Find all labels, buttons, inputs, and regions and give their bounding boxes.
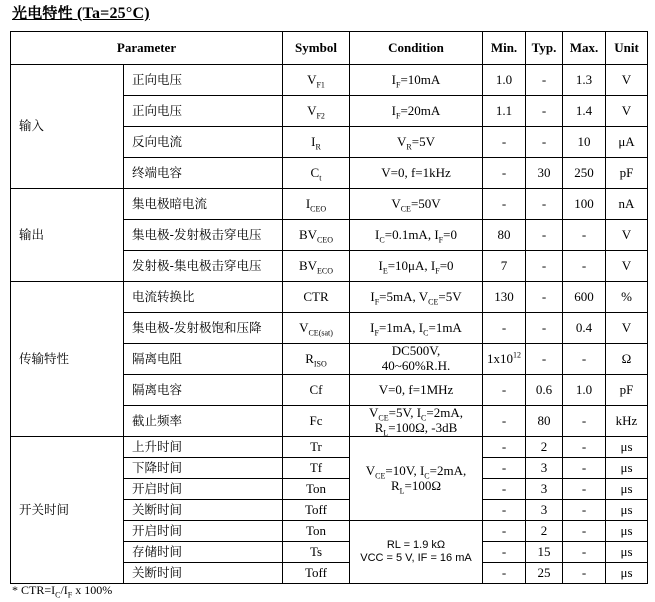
parameter-cell: 开启时间 — [124, 521, 283, 542]
max-cell: 10 — [563, 127, 606, 158]
symbol-main: Ton — [305, 480, 327, 496]
symbol-sub: CEO — [310, 204, 327, 214]
symbol-cell — [283, 500, 350, 521]
max-cell: 250 — [563, 158, 606, 189]
typ-cell: - — [526, 127, 563, 158]
group-label: 传输特性 — [11, 282, 124, 437]
max-cell: - — [563, 344, 606, 375]
max-cell: - — [563, 437, 606, 458]
min-cell: - — [483, 189, 526, 220]
header-condition: Condition — [350, 32, 483, 65]
group-label: 开关时间 — [11, 437, 124, 584]
symbol-main: BV — [298, 226, 318, 242]
min-cell: - — [483, 437, 526, 458]
unit-cell: V — [606, 220, 648, 251]
min-cell: - — [483, 406, 526, 437]
table-row — [11, 65, 648, 96]
condition-cell: $V_{CE}=5V$, $I_C=2mA$, $R_L=100\Omega$, -3dB — [350, 406, 483, 437]
symbol-cell — [283, 479, 350, 500]
symbol-main: C — [310, 164, 320, 180]
min-cell: - — [483, 479, 526, 500]
typ-cell: - — [526, 220, 563, 251]
header-row — [11, 32, 648, 65]
header-parameter: Parameter — [11, 32, 283, 65]
max-cell: 0.4 — [563, 313, 606, 344]
typ-cell: - — [526, 282, 563, 313]
symbol-sub: t — [319, 173, 322, 183]
symbol-cell — [283, 313, 350, 344]
min-cell: - — [483, 542, 526, 563]
unit-cell: nA — [606, 189, 648, 220]
typ-cell: 0.6 — [526, 375, 563, 406]
typ-cell: 15 — [526, 542, 563, 563]
max-cell: - — [563, 251, 606, 282]
symbol-main: R — [305, 350, 314, 366]
group-label: 输入 — [11, 65, 124, 189]
parameter-cell: 正向电压 — [124, 96, 283, 127]
min-cell: 130 — [483, 282, 526, 313]
typ-cell: 25 — [526, 563, 563, 584]
condition-cell: $V_{CE}=10V$, $I_C=2mA$, $R_L=100\Omega$ — [350, 437, 483, 521]
condition-cell: $I_F=5mA$, $V_{CE}=5V$ — [350, 282, 483, 313]
min-cell: 1.1 — [483, 96, 526, 127]
parameter-cell: 上升时间 — [124, 437, 283, 458]
max-cell: - — [563, 563, 606, 584]
condition-cell: $I_F=10mA$ — [350, 65, 483, 96]
group-label: 输出 — [11, 189, 124, 282]
parameter-cell: 反向电流 — [124, 127, 283, 158]
symbol-cell — [283, 437, 350, 458]
symbol-cell — [283, 282, 350, 313]
symbol-main: Fc — [309, 412, 323, 428]
condition-cell: $I_C=0.1mA$, $I_F=0$ — [350, 220, 483, 251]
parameter-cell: 终端电容 — [124, 158, 283, 189]
parameter-cell: 隔离电阻 — [124, 344, 283, 375]
parameter-cell: 电流转换比 — [124, 282, 283, 313]
parameter-cell: 集电极暗电流 — [124, 189, 283, 220]
symbol-main: Tf — [309, 459, 323, 475]
header-unit: Unit — [606, 32, 648, 65]
table-body — [11, 65, 648, 584]
parameter-cell: 集电极-发射极饱和压降 — [124, 313, 283, 344]
parameter-cell: 截止频率 — [124, 406, 283, 437]
symbol-sub: CE(sat) — [308, 328, 333, 338]
max-cell: - — [563, 500, 606, 521]
min-cell: - — [483, 375, 526, 406]
typ-cell: - — [526, 251, 563, 282]
typ-cell: 2 — [526, 521, 563, 542]
min-cell: - — [483, 127, 526, 158]
parameter-cell: 集电极-发射极击穿电压 — [124, 220, 283, 251]
condition-cell: $I_F=20mA$ — [350, 96, 483, 127]
condition-cell: V=0, f=1MHz — [350, 375, 483, 406]
parameter-cell: 隔离电容 — [124, 375, 283, 406]
header-min: Min. — [483, 32, 526, 65]
parameter-cell: 开启时间 — [124, 479, 283, 500]
symbol-cell — [283, 521, 350, 542]
symbol-sub: F2 — [316, 111, 325, 121]
symbol-sub: ECO — [317, 266, 334, 276]
title-cn: 光电特性 — [12, 4, 73, 22]
typ-cell: - — [526, 96, 563, 127]
unit-cell: μs — [606, 500, 648, 521]
symbol-main: Toff — [305, 564, 327, 580]
symbol-cell — [283, 251, 350, 282]
symbol-main: V — [299, 319, 309, 335]
min-cell: $1x10^{12}$ — [483, 344, 526, 375]
max-cell: - — [563, 406, 606, 437]
min-cell: 1.0 — [483, 65, 526, 96]
footnote: * $CTR=I_C/I_F$ x 100% — [12, 583, 113, 600]
symbol-cell — [283, 65, 350, 96]
symbol-main: V — [307, 71, 317, 87]
unit-cell: pF — [606, 158, 648, 189]
condition-cell: $I_E=10\mu A$, $I_F=0$ — [350, 251, 483, 282]
unit-cell: V — [606, 313, 648, 344]
max-cell: 100 — [563, 189, 606, 220]
electro-optical-table — [10, 31, 648, 584]
typ-cell: 30 — [526, 158, 563, 189]
max-cell: - — [563, 479, 606, 500]
symbol-sub: CEO — [317, 235, 334, 245]
title-condition: (Ta=25°C) — [77, 5, 150, 22]
condition-cell: $V_R=5V$ — [350, 127, 483, 158]
symbol-main: Tr — [310, 438, 322, 454]
parameter-cell: 下降时间 — [124, 458, 283, 479]
unit-cell: V — [606, 251, 648, 282]
max-cell: 1.3 — [563, 65, 606, 96]
unit-cell: μs — [606, 563, 648, 584]
symbol-main: Ton — [305, 522, 327, 538]
typ-cell: 3 — [526, 479, 563, 500]
symbol-cell — [283, 189, 350, 220]
max-cell: - — [563, 458, 606, 479]
symbol-cell — [283, 563, 350, 584]
typ-cell: 2 — [526, 437, 563, 458]
symbol-cell — [283, 375, 350, 406]
unit-cell: μs — [606, 521, 648, 542]
unit-cell: V — [606, 96, 648, 127]
table-row — [11, 282, 648, 313]
unit-cell: % — [606, 282, 648, 313]
parameter-cell: 发射极-集电极击穿电压 — [124, 251, 283, 282]
symbol-main: I — [305, 195, 311, 211]
min-cell: - — [483, 521, 526, 542]
max-cell: 600 — [563, 282, 606, 313]
typ-cell: - — [526, 65, 563, 96]
max-cell: 1.0 — [563, 375, 606, 406]
unit-cell: μs — [606, 479, 648, 500]
symbol-cell — [283, 158, 350, 189]
unit-cell: Ω — [606, 344, 648, 375]
symbol-cell — [283, 96, 350, 127]
parameter-cell: 关断时间 — [124, 500, 283, 521]
max-cell: 1.4 — [563, 96, 606, 127]
parameter-cell: 关断时间 — [124, 563, 283, 584]
condition-cell: $V_{CE}=50V$ — [350, 189, 483, 220]
min-cell: 7 — [483, 251, 526, 282]
min-cell: - — [483, 158, 526, 189]
unit-cell: μA — [606, 127, 648, 158]
header-symbol: Symbol — [283, 32, 350, 65]
header-max: Max. — [563, 32, 606, 65]
unit-cell: pF — [606, 375, 648, 406]
symbol-cell — [283, 458, 350, 479]
min-cell: - — [483, 563, 526, 584]
condition-cell: $I_F=1mA$, $I_C=1mA$ — [350, 313, 483, 344]
symbol-cell — [283, 220, 350, 251]
typ-cell: 80 — [526, 406, 563, 437]
max-cell: - — [563, 521, 606, 542]
symbol-cell — [283, 406, 350, 437]
parameter-cell: 存储时间 — [124, 542, 283, 563]
unit-cell: μs — [606, 542, 648, 563]
unit-cell: kHz — [606, 406, 648, 437]
condition-cell: RL = 1.9 kΩ VCC = 5 V, IF = 16 mA — [350, 521, 483, 584]
symbol-main: Toff — [305, 501, 327, 517]
section-title — [12, 2, 150, 23]
symbol-main: CTR — [303, 288, 329, 304]
symbol-main: BV — [298, 257, 318, 273]
max-cell: - — [563, 542, 606, 563]
header-typ: Typ. — [526, 32, 563, 65]
typ-cell: - — [526, 189, 563, 220]
typ-cell: - — [526, 344, 563, 375]
min-cell: - — [483, 458, 526, 479]
typ-cell: 3 — [526, 458, 563, 479]
typ-cell: - — [526, 313, 563, 344]
min-cell: - — [483, 313, 526, 344]
typ-cell: 3 — [526, 500, 563, 521]
min-cell: 80 — [483, 220, 526, 251]
symbol-sub: ISO — [313, 359, 327, 369]
symbol-cell — [283, 344, 350, 375]
min-cell: - — [483, 500, 526, 521]
parameter-cell: 正向电压 — [124, 65, 283, 96]
unit-cell: V — [606, 65, 648, 96]
symbol-cell — [283, 542, 350, 563]
table-row — [11, 189, 648, 220]
unit-cell: μs — [606, 458, 648, 479]
symbol-cell — [283, 127, 350, 158]
unit-cell: μs — [606, 437, 648, 458]
symbol-main: I — [311, 133, 316, 149]
symbol-main: V — [307, 102, 317, 118]
symbol-main: Ts — [309, 543, 323, 559]
max-cell: - — [563, 220, 606, 251]
symbol-sub: R — [315, 142, 321, 152]
condition-cell: DC500V, 40~60%R.H. — [350, 344, 483, 375]
symbol-sub: F1 — [316, 80, 325, 90]
condition-cell: V=0, f=1kHz — [350, 158, 483, 189]
table-row — [11, 437, 648, 458]
symbol-main: Cf — [309, 381, 323, 397]
